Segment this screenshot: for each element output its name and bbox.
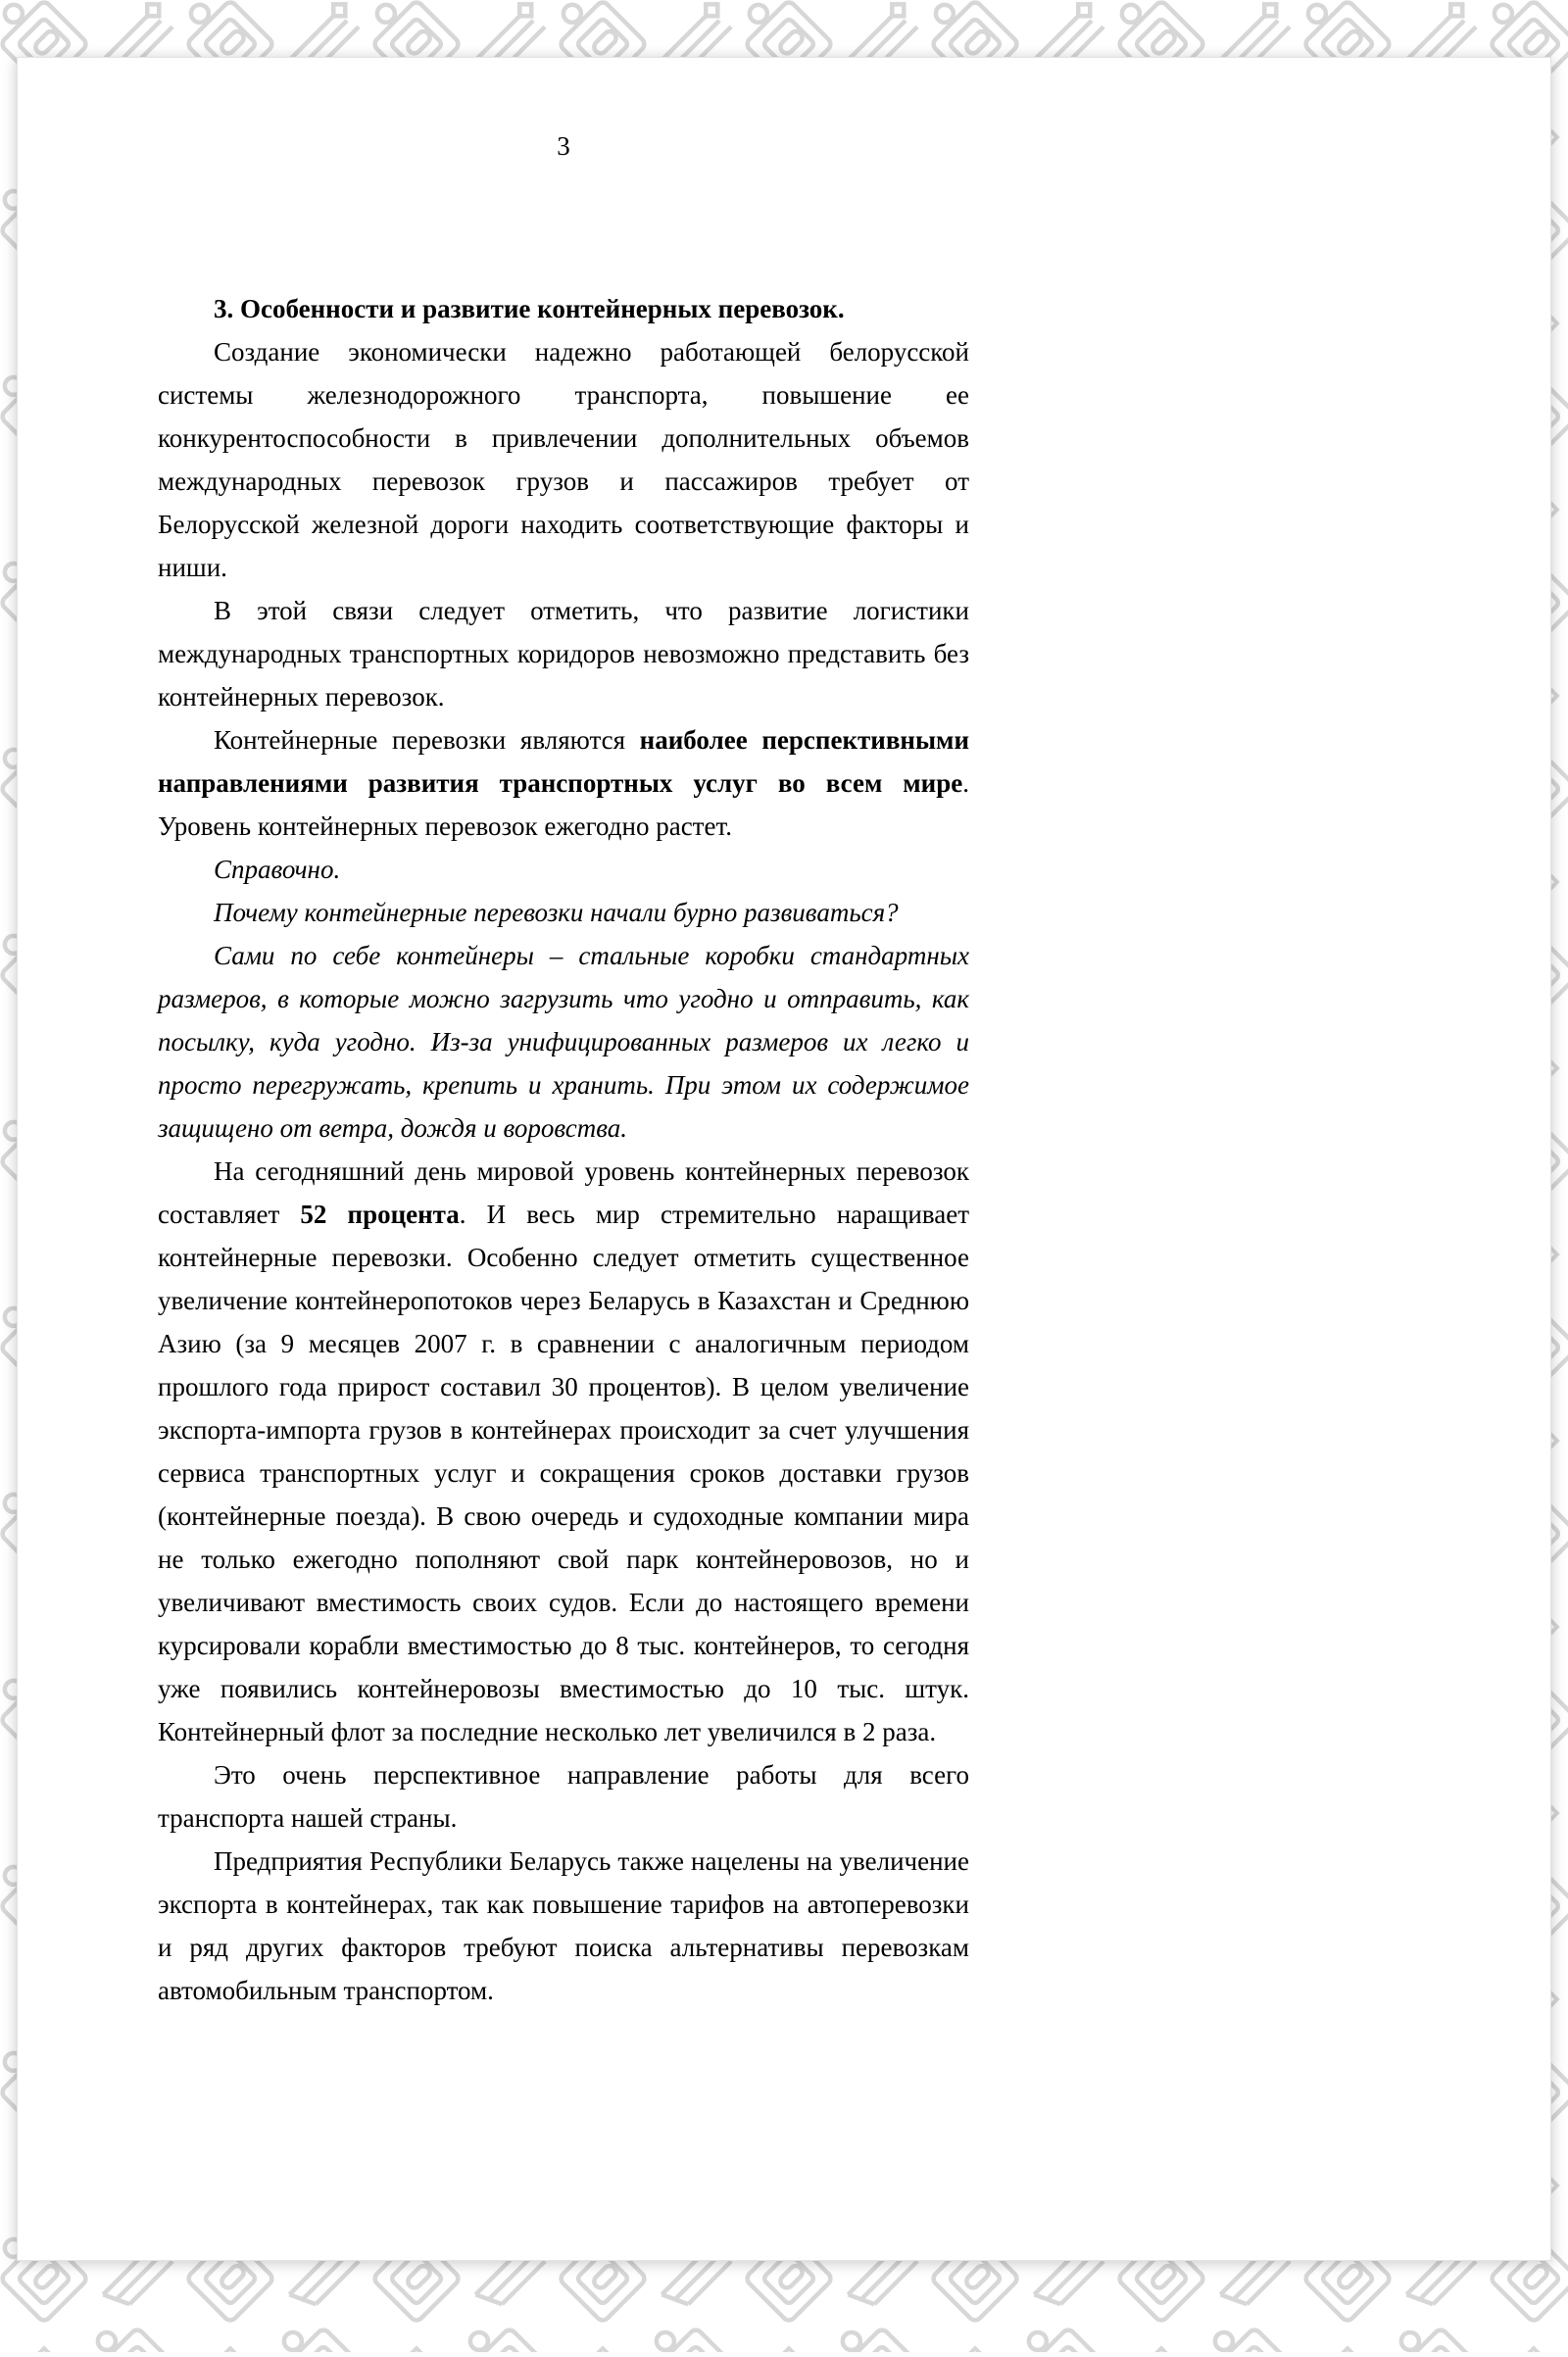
page-number: 3 — [557, 131, 570, 161]
document-heading: 3. Особенности и развитие контейнерных перевозок. — [214, 294, 845, 323]
document-page — [17, 57, 1551, 2261]
bold-text: наиболее перспективными направлениями развития транспортных услуг во всем мире — [158, 725, 969, 798]
bold-text: 52 процента — [300, 1200, 460, 1229]
paragraph: Создание экономически надежно работающей белорусской системы железнодорожного транспорта, повышение ее конкурентоспособности в привлечении дополнительных объемов международных перевозок грузов и пассажиров требует от Белорусской железной дороги находить соответствующие факторы и ниши. — [158, 337, 969, 582]
paragraph: Сами по себе контейнеры – стальные коробки стандартных размеров, в которые можно загрузить что угодно и отправить, как посылку, куда угодно. Из-за унифицированных размеров их легко и просто перегружать, крепить и хранить. При этом их содержимое защищено от ветра, дождя и воровства. — [158, 941, 969, 1143]
document-content — [158, 124, 969, 2012]
paragraph: Почему контейнерные перевозки начали бурно развиваться? — [214, 898, 899, 927]
paragraph: В этой связи следует отметить, что развитие логистики международных транспортных коридоров невозможно представить без контейнерных перевозок. — [158, 596, 969, 712]
paragraph-container — [158, 330, 969, 2012]
paragraph: Справочно. — [214, 855, 341, 884]
paragraph: На сегодняшний день мировой уровень контейнерных перевозок составляет 52 процента. И весь мир стремительно наращивает контейнерные перевозки. Особенно следует отметить существенное увеличение контейнеропотоков через Беларусь в Казахстан и Среднюю Азию (за 9 месяцев 2007 г. в сравнении с аналогичным периодом прошлого года прирост составил 30 процентов). В целом увеличение экспорта-импорта грузов в контейнерах происходит за счет улучшения сервиса транспортных услуг и сокращения сроков доставки грузов (контейнерные поезда). В свою очередь и судоходные компании мира не только ежегодно пополняют свой парк контейнеровозов, но и увеличивают вместимость своих судов. Если до настоящего времени курсировали корабли вместимостью до 8 тыс. контейнеров, то сегодня уже появились контейнеровозы вместимостью до 10 тыс. штук. Контейнерный флот за последние несколько лет увеличился в 2 раза. — [158, 1156, 970, 1746]
paragraph: Это очень перспективное направление работы для всего транспорта нашей страны. — [158, 1760, 969, 1833]
paragraph: Предприятия Республики Беларусь также нацелены на увеличение экспорта в контейнерах, так как повышение тарифов на автоперевозки и ряд других факторов требуют поиска альтернативы перевозкам автомобильным транспортом. — [158, 1846, 969, 2005]
paragraph: Контейнерные перевозки являются наиболее перспективными направлениями развития транспортных услуг во всем мире. Уровень контейнерных перевозок ежегодно растет. — [158, 725, 969, 841]
